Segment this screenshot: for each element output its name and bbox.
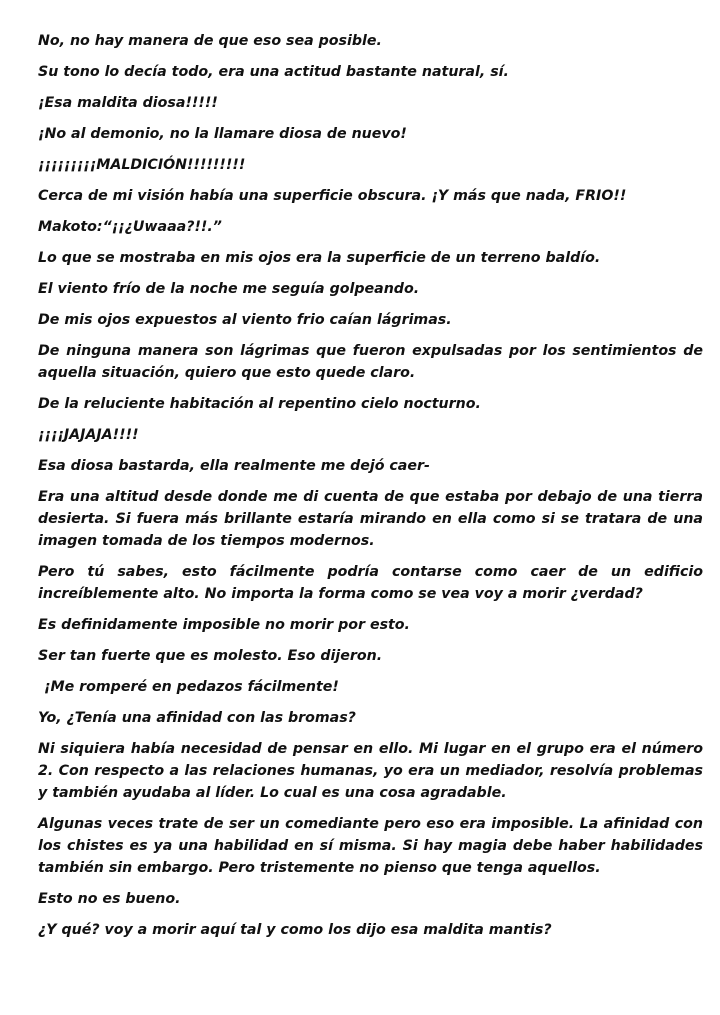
- paragraph: No, no hay manera de que eso sea posible.: [38, 33, 382, 49]
- paragraph: ¡No al demonio, no la llamare diosa de nuevo!: [38, 126, 407, 142]
- paragraph: Cerca de mi visión había una superficie obscura. ¡Y más que nada, FRIO!!: [38, 188, 627, 204]
- paragraph: Yo, ¿Tenía una afinidad con las bromas?: [38, 710, 356, 726]
- paragraph: De ninguna manera son lágrimas que fueron expulsadas por los sentimientos de aquella situación, quiero que esto quede claro.: [38, 343, 703, 381]
- document-body: [38, 30, 703, 950]
- paragraph: Makoto:“¡¡¿Uwaaa?!!.”: [38, 219, 222, 235]
- paragraph: ¿Y qué? voy a morir aquí tal y como los dijo esa maldita mantis?: [38, 922, 552, 938]
- paragraph: Algunas veces trate de ser un comediante pero eso era imposible. La afinidad con los chistes es ya una habilidad en sí misma. Si hay magia debe haber habilidades también sin embargo. Pero tristemente no pienso que tenga aquellos.: [38, 816, 703, 876]
- paragraph: ¡Me romperé en pedazos fácilmente!: [44, 679, 339, 695]
- paragraph: Su tono lo decía todo, era una actitud bastante natural, sí.: [38, 64, 509, 80]
- paragraph: ¡¡¡¡¡¡¡¡¡MALDICIÓN!!!!!!!!!: [38, 157, 246, 173]
- paragraph: De la reluciente habitación al repentino cielo nocturno.: [38, 396, 481, 412]
- paragraph: Lo que se mostraba en mis ojos era la superficie de un terreno baldío.: [38, 250, 601, 266]
- paragraph: Ni siquiera había necesidad de pensar en ello. Mi lugar en el grupo era el número 2. Con respecto a las relaciones humanas, yo era un mediador, resolvía problemas y también ayudaba al líder. Lo cual es una cosa agradable.: [38, 741, 703, 801]
- paragraph: ¡¡¡¡JAJAJA!!!!: [38, 427, 139, 443]
- paragraph: ¡Esa maldita diosa!!!!!: [38, 95, 218, 111]
- paragraph: De mis ojos expuestos al viento frio caían lágrimas.: [38, 312, 452, 328]
- paragraph: Era una altitud desde donde me di cuenta de que estaba por debajo de una tierra desierta. Si fuera más brillante estaría mirando en ella como si se tratara de una imagen tomada de los tiempos modernos.: [38, 489, 703, 549]
- paragraph: El viento frío de la noche me seguía golpeando.: [38, 281, 420, 297]
- paragraph: Esto no es bueno.: [38, 891, 181, 907]
- paragraph: Es definidamente imposible no morir por esto.: [38, 617, 410, 633]
- paragraph: Ser tan fuerte que es molesto. Eso dijeron.: [38, 648, 383, 664]
- paragraph: Esa diosa bastarda, ella realmente me dejó caer-: [38, 458, 430, 474]
- paragraph: Pero tú sabes, esto fácilmente podría contarse como caer de un edificio increíblemente alto. No importa la forma como se vea voy a morir ¿verdad?: [38, 564, 703, 602]
